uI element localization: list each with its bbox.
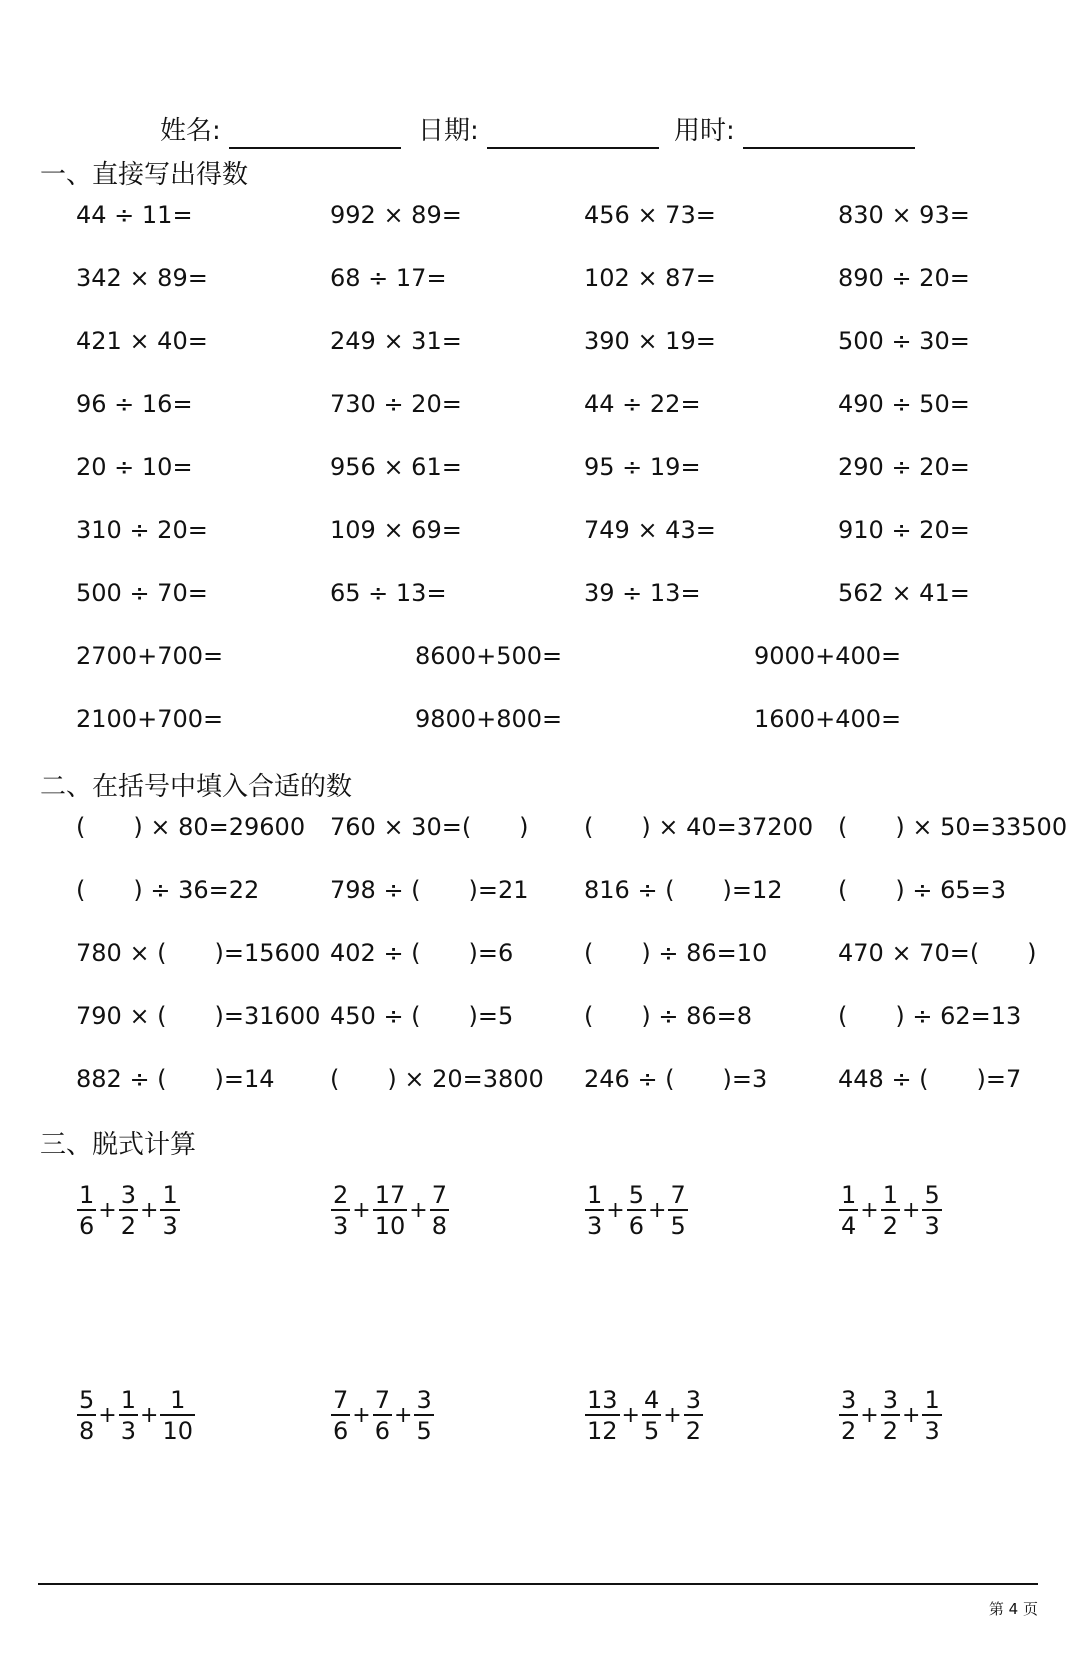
- section2-title: 二、在括号中填入合适的数: [40, 772, 353, 802]
- fraction: [880, 1388, 901, 1443]
- problem: 456 × 73=: [584, 201, 716, 229]
- denominator: 3: [587, 1212, 603, 1240]
- fill-blank-problem: ( ) ÷ 86=8: [584, 1002, 753, 1030]
- bottom-rule: [38, 1583, 1038, 1585]
- section3-title: 三、脱式计算: [40, 1130, 197, 1160]
- fill-blank-problem: 402 ÷ ( )=6: [330, 939, 514, 967]
- numerator: 7: [333, 1386, 349, 1414]
- denominator: 8: [79, 1417, 95, 1445]
- problem: 421 × 40=: [76, 327, 208, 355]
- numerator: 1: [79, 1181, 95, 1209]
- name-blank-line[interactable]: [229, 117, 401, 149]
- problem: 102 × 87=: [584, 264, 716, 292]
- fill-blank-problem: 816 ÷ ( )=12: [584, 876, 783, 904]
- fill-blank-problem: 246 ÷ ( )=3: [584, 1065, 768, 1093]
- date-blank-line[interactable]: [487, 117, 659, 149]
- fraction: [76, 1388, 97, 1443]
- fill-blank-problem: ( ) ÷ 62=13: [838, 1002, 1022, 1030]
- fraction: [118, 1388, 139, 1443]
- problem: 290 ÷ 20=: [838, 453, 970, 481]
- problem: 65 ÷ 13=: [330, 579, 447, 607]
- numerator: 1: [841, 1181, 857, 1209]
- page-number: 第 4 页: [988, 1600, 1038, 1618]
- denominator: 5: [643, 1417, 660, 1445]
- problem: 500 ÷ 70=: [76, 579, 208, 607]
- denominator: 6: [628, 1212, 644, 1240]
- denominator: 2: [841, 1417, 857, 1445]
- fill-blank-problem: ( ) × 80=29600: [76, 813, 306, 841]
- numerator: 5: [924, 1181, 940, 1209]
- problem: 109 × 69=: [330, 516, 462, 544]
- fraction: [838, 1183, 859, 1238]
- time-field[interactable]: [674, 113, 915, 149]
- denominator: 6: [79, 1212, 95, 1240]
- fraction-expression: [330, 1388, 435, 1443]
- denominator: 4: [841, 1212, 857, 1240]
- fill-blank-problem: ( ) × 50=33500: [838, 813, 1068, 841]
- time-blank-line[interactable]: [743, 117, 915, 149]
- problem: 490 ÷ 50=: [838, 390, 970, 418]
- problem: 39 ÷ 13=: [584, 579, 701, 607]
- problem: 9000+400=: [754, 642, 902, 670]
- numerator: 4: [643, 1386, 660, 1414]
- fraction: [667, 1183, 688, 1238]
- fraction: [372, 1388, 393, 1443]
- plus-sign: +: [621, 1403, 640, 1428]
- denominator: 12: [587, 1417, 618, 1445]
- numerator: 7: [670, 1181, 686, 1209]
- denominator: 6: [333, 1417, 349, 1445]
- plus-sign: +: [352, 1403, 371, 1428]
- plus-sign: +: [394, 1403, 413, 1428]
- plus-sign: +: [98, 1198, 117, 1223]
- fill-blank-problem: ( ) × 20=3800: [330, 1065, 544, 1093]
- fill-blank-problem: 470 × 70=( ): [838, 939, 1037, 967]
- denominator: 10: [374, 1212, 406, 1240]
- problem: 20 ÷ 10=: [76, 453, 193, 481]
- fraction: [683, 1388, 704, 1443]
- section1-title: 一、直接写出得数: [40, 160, 249, 190]
- problem: 562 × 41=: [838, 579, 970, 607]
- problem: 730 ÷ 20=: [330, 390, 462, 418]
- numerator: 7: [431, 1181, 447, 1209]
- fill-blank-problem: ( ) × 40=37200: [584, 813, 814, 841]
- numerator: 7: [374, 1386, 390, 1414]
- numerator: 1: [170, 1386, 186, 1414]
- numerator: 3: [882, 1386, 898, 1414]
- numerator: 3: [120, 1181, 136, 1209]
- fraction: [330, 1183, 351, 1238]
- numerator: 5: [628, 1181, 644, 1209]
- plus-sign: +: [860, 1403, 879, 1428]
- fraction: [429, 1183, 450, 1238]
- problem: 8600+500=: [415, 642, 563, 670]
- denominator: 3: [333, 1212, 349, 1240]
- problem: 2100+700=: [76, 705, 224, 733]
- fill-blank-problem: 760 × 30=( ): [330, 813, 529, 841]
- fraction: [372, 1183, 409, 1238]
- plus-sign: +: [663, 1403, 682, 1428]
- numerator: 13: [587, 1386, 618, 1414]
- fraction: [880, 1183, 901, 1238]
- fraction-expression: [838, 1183, 943, 1238]
- plus-sign: +: [140, 1403, 159, 1428]
- problem: 2700+700=: [76, 642, 224, 670]
- date-field[interactable]: [418, 113, 659, 149]
- fraction-expression: [838, 1388, 943, 1443]
- fill-blank-problem: ( ) ÷ 65=3: [838, 876, 1007, 904]
- fill-blank-problem: 780 × ( )=15600: [76, 939, 321, 967]
- problem: 44 ÷ 22=: [584, 390, 701, 418]
- fraction: [626, 1183, 647, 1238]
- denominator: 5: [416, 1417, 432, 1445]
- denominator: 2: [685, 1417, 701, 1445]
- numerator: 5: [79, 1386, 95, 1414]
- date-label: 日期:: [418, 116, 479, 146]
- plus-sign: +: [648, 1198, 667, 1223]
- fill-blank-problem: 448 ÷ ( )=7: [838, 1065, 1022, 1093]
- plus-sign: +: [409, 1198, 428, 1223]
- fraction: [118, 1183, 139, 1238]
- fraction-expression: [76, 1183, 181, 1238]
- problem: 95 ÷ 19=: [584, 453, 701, 481]
- plus-sign: +: [902, 1403, 921, 1428]
- fill-blank-problem: 882 ÷ ( )=14: [76, 1065, 275, 1093]
- numerator: 1: [882, 1181, 898, 1209]
- numerator: 1: [162, 1181, 178, 1209]
- fraction-expression: [584, 1183, 689, 1238]
- numerator: 3: [685, 1386, 701, 1414]
- denominator: 3: [120, 1417, 136, 1445]
- fraction-expression: [584, 1388, 704, 1443]
- denominator: 8: [431, 1212, 447, 1240]
- fill-blank-problem: ( ) ÷ 86=10: [584, 939, 768, 967]
- problem: 96 ÷ 16=: [76, 390, 193, 418]
- fill-blank-problem: 798 ÷ ( )=21: [330, 876, 529, 904]
- problem: 500 ÷ 30=: [838, 327, 970, 355]
- problem: 749 × 43=: [584, 516, 716, 544]
- fraction: [76, 1183, 97, 1238]
- numerator: 2: [333, 1181, 349, 1209]
- numerator: 1: [924, 1386, 940, 1414]
- problem: 9800+800=: [415, 705, 563, 733]
- problem: 342 × 89=: [76, 264, 208, 292]
- fraction: [838, 1388, 859, 1443]
- fraction: [159, 1388, 196, 1443]
- denominator: 6: [374, 1417, 390, 1445]
- denominator: 2: [120, 1212, 136, 1240]
- plus-sign: +: [606, 1198, 625, 1223]
- fill-blank-problem: ( ) ÷ 36=22: [76, 876, 260, 904]
- problem: 830 × 93=: [838, 201, 970, 229]
- fraction-expression: [76, 1388, 196, 1443]
- denominator: 3: [924, 1212, 940, 1240]
- plus-sign: +: [860, 1198, 879, 1223]
- numerator: 1: [587, 1181, 603, 1209]
- problem: 249 × 31=: [330, 327, 462, 355]
- fraction-expression: [330, 1183, 450, 1238]
- denominator: 2: [882, 1212, 898, 1240]
- problem: 310 ÷ 20=: [76, 516, 208, 544]
- plus-sign: +: [352, 1198, 371, 1223]
- problem: 390 × 19=: [584, 327, 716, 355]
- problem: 956 × 61=: [330, 453, 462, 481]
- problem: 890 ÷ 20=: [838, 264, 970, 292]
- numerator: 3: [841, 1386, 857, 1414]
- fraction: [641, 1388, 662, 1443]
- fill-blank-problem: 790 × ( )=31600: [76, 1002, 321, 1030]
- denominator: 3: [924, 1417, 940, 1445]
- plus-sign: +: [902, 1198, 921, 1223]
- name-field[interactable]: [160, 113, 401, 149]
- denominator: 3: [162, 1212, 178, 1240]
- plus-sign: +: [98, 1403, 117, 1428]
- problem: 910 ÷ 20=: [838, 516, 970, 544]
- denominator: 10: [162, 1417, 193, 1445]
- name-label: 姓名:: [160, 116, 221, 146]
- problem: 992 × 89=: [330, 201, 462, 229]
- fraction: [330, 1388, 351, 1443]
- plus-sign: +: [140, 1198, 159, 1223]
- numerator: 1: [120, 1386, 136, 1414]
- fraction: [921, 1388, 942, 1443]
- time-label: 用时:: [674, 116, 735, 146]
- problem: 1600+400=: [754, 705, 902, 733]
- denominator: 2: [882, 1417, 898, 1445]
- problem: 44 ÷ 11=: [76, 201, 193, 229]
- fill-blank-problem: 450 ÷ ( )=5: [330, 1002, 514, 1030]
- fraction: [584, 1183, 605, 1238]
- numerator: 17: [374, 1181, 406, 1209]
- fraction: [584, 1388, 621, 1443]
- fraction: [413, 1388, 434, 1443]
- numerator: 3: [416, 1386, 432, 1414]
- fraction: [921, 1183, 942, 1238]
- fraction: [159, 1183, 180, 1238]
- denominator: 5: [670, 1212, 686, 1240]
- problem: 68 ÷ 17=: [330, 264, 447, 292]
